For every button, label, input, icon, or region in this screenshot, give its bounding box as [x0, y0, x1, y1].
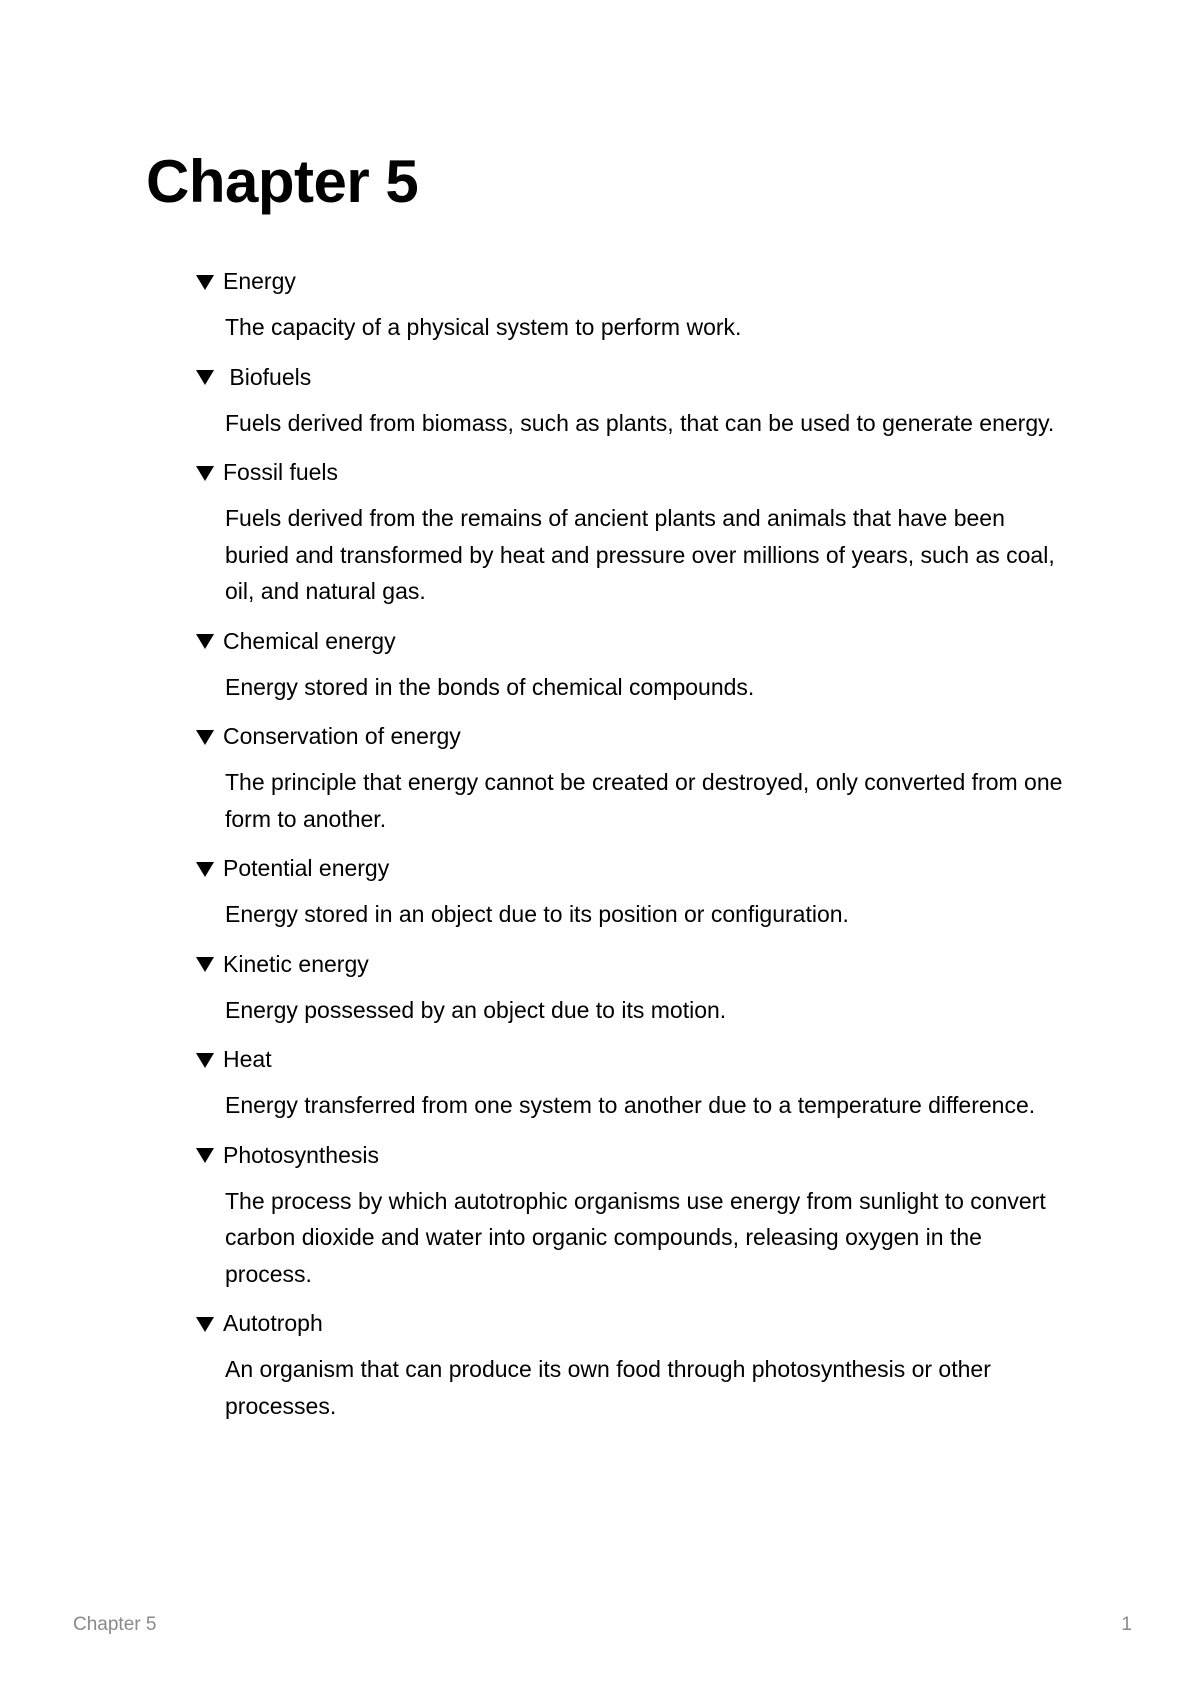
- toggle-header[interactable]: [196, 717, 1076, 755]
- toggle-item-chemical-energy: [196, 622, 1076, 706]
- toggle-header[interactable]: [196, 1304, 1076, 1342]
- toggle-item-potential-energy: [196, 849, 1076, 933]
- triangle-down-icon[interactable]: [196, 1148, 214, 1163]
- toggle-header[interactable]: [196, 1136, 1076, 1174]
- toggle-term: Energy: [223, 268, 296, 294]
- triangle-down-icon[interactable]: [196, 957, 214, 972]
- toggle-definition: Energy stored in the bonds of chemical compounds.: [225, 673, 755, 700]
- triangle-down-icon[interactable]: [196, 370, 214, 385]
- triangle-down-icon[interactable]: [196, 862, 214, 877]
- toggle-item-autotroph: [196, 1304, 1076, 1424]
- toggle-definition: Energy stored in an object due to its position or configuration.: [225, 901, 849, 927]
- toggle-header[interactable]: [196, 358, 1076, 396]
- triangle-down-icon[interactable]: [196, 275, 214, 290]
- triangle-down-icon[interactable]: [196, 466, 214, 481]
- toggle-item-conservation-of-energy: [196, 717, 1076, 837]
- toggle-definition: An organism that can produce its own food through photosynthesis or other processes.: [225, 1356, 991, 1419]
- toggle-definition: Fuels derived from the remains of ancient plants and animals that have been buried and transformed by heat and pressure over millions of years, such as coal, oil, and natural gas.: [225, 505, 1055, 604]
- triangle-down-icon[interactable]: [196, 634, 214, 649]
- triangle-down-icon[interactable]: [196, 1053, 214, 1068]
- toggle-item-biofuels: [196, 358, 1076, 442]
- footer-document-title: Chapter 5: [73, 1614, 157, 1635]
- toggle-term: Biofuels: [223, 363, 312, 390]
- toggle-term: Fossil fuels: [223, 459, 339, 485]
- toggle-term: Chemical energy: [223, 627, 396, 654]
- toggle-item-fossil-fuels: [196, 453, 1076, 610]
- toggle-definition: Energy transferred from one system to another due to a temperature difference.: [225, 1092, 1036, 1118]
- toggle-definition: The principle that energy cannot be created or destroyed, only converted from one form to another.: [225, 769, 1063, 832]
- toggle-term: Potential energy: [223, 855, 390, 881]
- page-title: Chapter 5: [146, 148, 419, 215]
- toggle-definition: The process by which autotrophic organisms use energy from sunlight to convert carbon dioxide and water into organic compounds, releasing oxygen in the process.: [225, 1187, 1046, 1287]
- toggle-list: [196, 262, 1076, 1436]
- toggle-header[interactable]: [196, 262, 1076, 300]
- toggle-definition: Energy possessed by an object due to its motion.: [225, 996, 727, 1023]
- toggle-term: Heat: [223, 1046, 272, 1072]
- toggle-definition: Fuels derived from biomass, such as plants, that can be used to generate energy.: [225, 409, 1055, 436]
- footer-page-number: 1: [1121, 1614, 1132, 1635]
- toggle-header[interactable]: [196, 622, 1076, 660]
- triangle-down-icon[interactable]: [196, 1317, 214, 1332]
- toggle-header[interactable]: [196, 1040, 1076, 1078]
- toggle-item-photosynthesis: [196, 1136, 1076, 1293]
- toggle-definition: The capacity of a physical system to perform work.: [225, 314, 742, 340]
- toggle-header[interactable]: [196, 945, 1076, 983]
- triangle-down-icon[interactable]: [196, 730, 214, 745]
- toggle-item-kinetic-energy: [196, 945, 1076, 1029]
- toggle-term: Autotroph: [223, 1310, 323, 1336]
- toggle-item-heat: [196, 1040, 1076, 1124]
- toggle-term: Conservation of energy: [223, 723, 461, 749]
- toggle-header[interactable]: [196, 849, 1076, 887]
- toggle-header[interactable]: [196, 453, 1076, 491]
- toggle-term: Kinetic energy: [223, 950, 369, 977]
- toggle-term: Photosynthesis: [223, 1141, 379, 1168]
- toggle-item-energy: [196, 262, 1076, 346]
